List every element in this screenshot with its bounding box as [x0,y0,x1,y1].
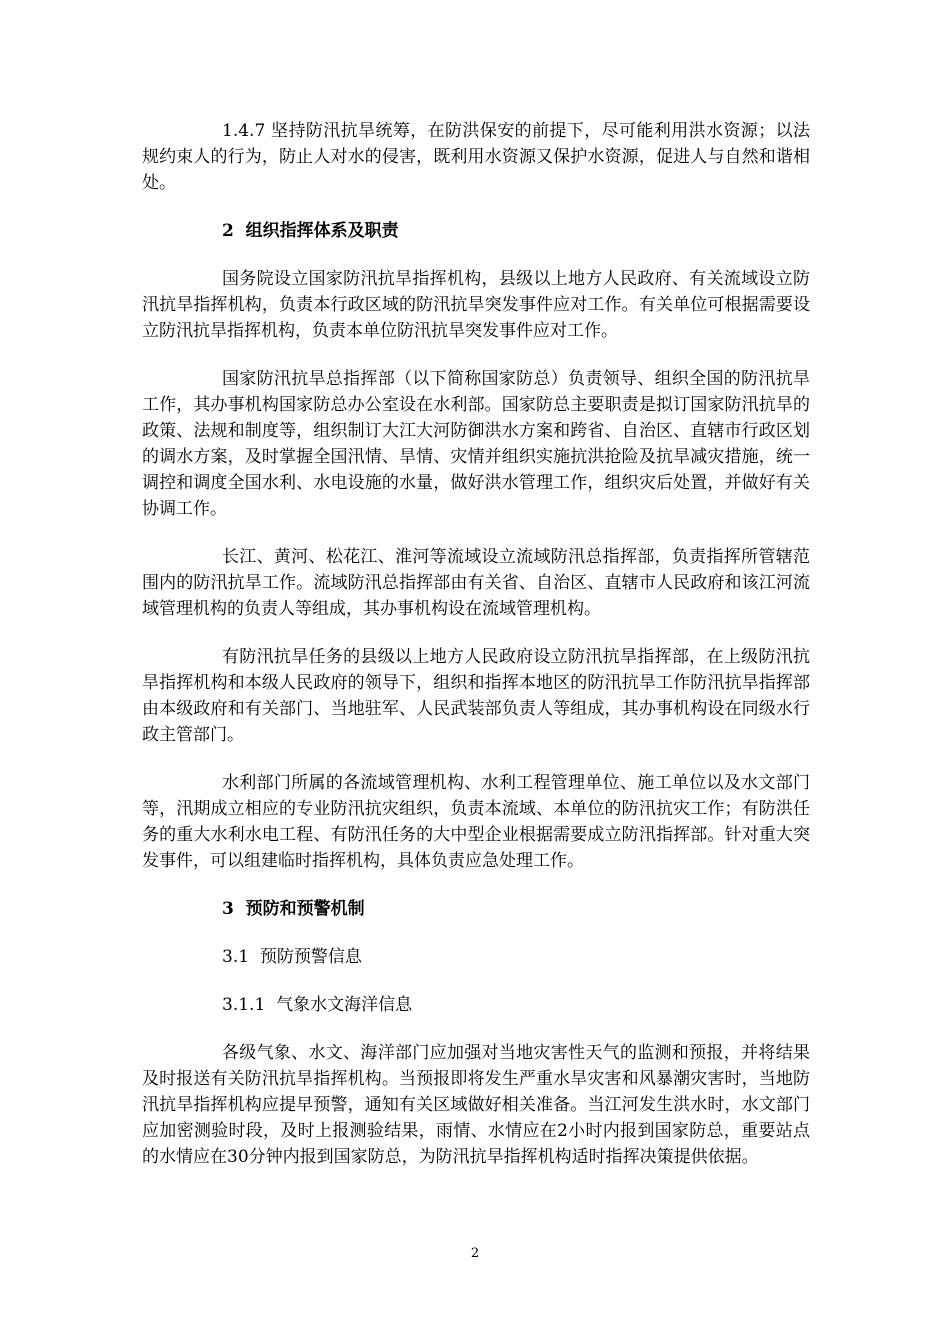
paragraph-river-basins: 长江、黄河、松花江、淮河等流域设立流域防汛总指挥部，负责指挥所管辖范围内的防汛抗旱工作。流域防汛总指挥部由有关省、自治区、直辖市人民政府和该江河流域管理机构的负责人等组成，其办事机构设在流域管理机构。 [142,547,810,619]
paragraph-meteorological: 各级气象、水文、海洋部门应加强对当地灾害性天气的监测和预报，并将结果及时报送有关防汛抗旱指挥机构。当预报即将发生严重水旱灾害和风暴潮灾害时，当地防汛抗旱指挥机构应提早预警，通知有关区域做好相关准备。当江河发生洪水时，水文部门应加密测验时段，及时上报测验结果，雨情、水情应在2小时内报到国家防总，重要站点的水情应在30分钟内报到国家防总，为防汛抗旱指挥机构适时指挥决策提供依据。 [142,1043,810,1167]
section-3-heading: 3 预防和预警机制 [222,899,365,919]
section-3-1-heading: 3.1 预防预警信息 [222,947,362,967]
paragraph-local-government: 有防汛抗旱任务的县级以上地方人民政府设立防汛抗旱指挥部，在上级防汛抗旱指挥机构和本级人民政府的领导下，组织和指挥本地区的防汛抗旱工作防汛抗旱指挥部由本级政府和有关部门、当地驻军、人民武装部负责人等组成，其办事机构设在同级水行政主管部门。 [142,647,810,745]
section-2-heading: 2 组织指挥体系及职责 [222,221,399,241]
paragraph-national-hq: 国家防汛抗旱总指挥部（以下简称国家防总）负责领导、组织全国的防汛抗旱工作，其办事机构国家防总办公室设在水利部。国家防总主要职责是拟订国家防汛抗旱的政策、法规和制度等，组织制订大江大河防御洪水方案和跨省、自治区、直辖市行政区划的调水方案，及时掌握全国汛情、旱情、灾情并组织实施抗洪抢险及抗旱减灾措施，统一调控和调度全国水利、水电设施的水量，做好洪水管理工作，组织灾后处置，并做好有关协调工作。 [142,369,810,519]
paragraph-state-council: 国务院设立国家防汛抗旱指挥机构，县级以上地方人民政府、有关流域设立防汛抗旱指挥机构，负责本行政区域的防汛抗旱突发事件应对工作。有关单位可根据需要设立防汛抗旱指挥机构，负责本单位防汛抗旱突发事件应对工作。 [142,269,810,341]
paragraph-water-departments: 水利部门所属的各流域管理机构、水利工程管理单位、施工单位以及水文部门等，汛期成立相应的专业防汛抗灾组织，负责本流域、本单位的防汛抗灾工作；有防洪任务的重大水利水电工程、有防汛任务的大中型企业根据需要成立防汛指挥部。针对重大突发事件，可以组建临时指挥机构，具体负责应急处理工作。 [142,773,810,871]
paragraph-1-4-7: 1.4.7 坚持防汛抗旱统筹，在防洪保安的前提下，尽可能利用洪水资源；以法规约束人的行为，防止人对水的侵害，既利用水资源又保护水资源，促进人与自然和谐相处。 [142,121,810,193]
section-3-1-1-heading: 3.1.1 气象水文海洋信息 [222,995,413,1015]
document-body [142,118,810,1192]
page-number: 2 [470,1246,480,1261]
